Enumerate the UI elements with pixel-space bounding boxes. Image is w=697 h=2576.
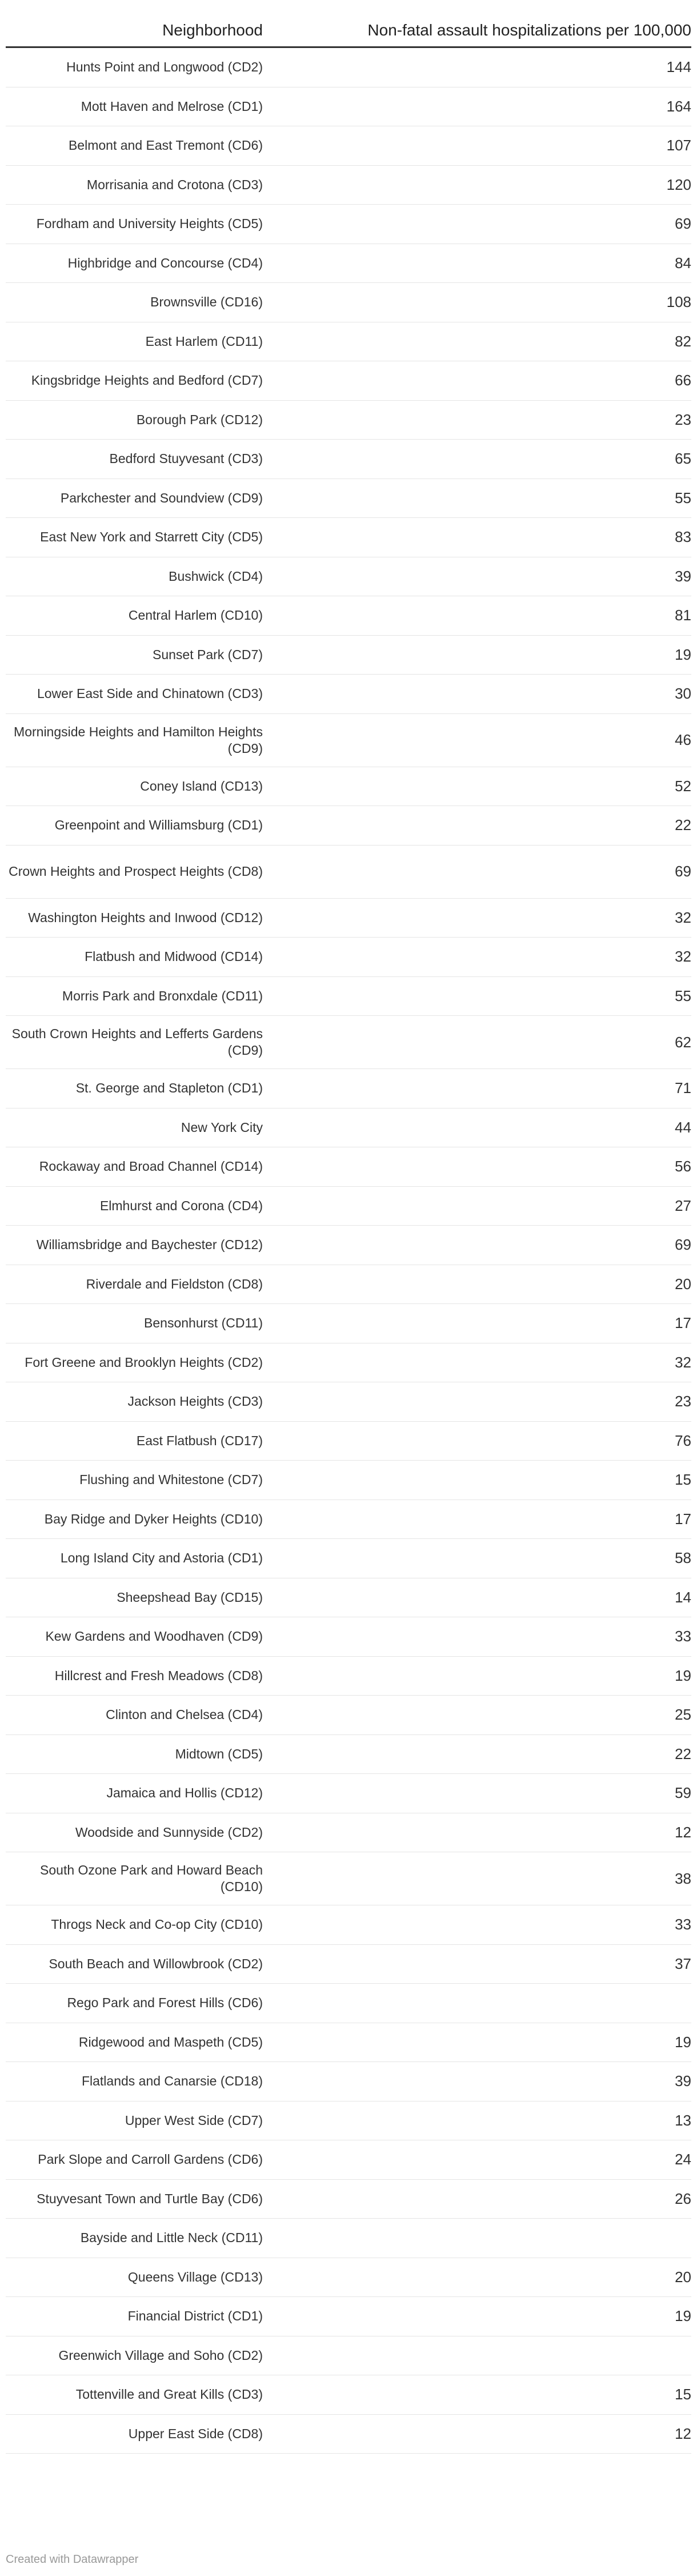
neighborhood-cell: East Flatbush (CD17) [136,1433,263,1448]
value-cell: 84 [675,254,691,272]
neighborhood-cell: Borough Park (CD12) [136,412,263,427]
table-row [6,87,691,127]
value-cell: 39 [675,2072,691,2090]
table-row [6,401,691,440]
value-cell: 69 [675,1236,691,1254]
table-row [6,2023,691,2063]
table-row [6,977,691,1016]
neighborhood-cell: Parkchester and Soundview (CD9) [60,490,263,505]
value-cell: 37 [675,1955,691,1972]
neighborhood-cell: Central Harlem (CD10) [128,608,263,623]
table-row [6,205,691,244]
table-row [6,1696,691,1735]
neighborhood-cell: Belmont and East Tremont (CD6) [68,138,263,153]
neighborhood-cell: Upper West Side (CD7) [125,2112,263,2128]
table-row [6,2102,691,2141]
value-cell: 83 [675,528,691,546]
neighborhood-cell: Morningside Heights and Hamilton Heights (CD9) [14,724,263,756]
neighborhood-cell: Kingsbridge Heights and Bedford (CD7) [31,373,263,388]
table-row [6,440,691,479]
value-cell: 32 [675,908,691,926]
neighborhood-cell: Woodside and Sunnyside (CD2) [75,1824,263,1840]
value-cell: 66 [675,372,691,389]
table-row [6,2415,691,2454]
table-row [6,322,691,362]
neighborhood-cell: Fordham and University Heights (CD5) [36,216,263,232]
table-row [6,557,691,597]
table-row [6,1539,691,1578]
neighborhood-cell: Jamaica and Hollis (CD12) [106,1785,263,1801]
neighborhood-cell: East Harlem (CD11) [145,333,263,349]
value-cell: 17 [675,1314,691,1332]
neighborhood-cell: Upper East Side (CD8) [128,2426,263,2441]
neighborhood-cell: Williamsbridge and Baychester (CD12) [36,1237,263,1253]
table-row [6,2375,691,2415]
neighborhood-cell: Bayside and Little Neck (CD11) [80,2230,263,2246]
table-row [6,1735,691,1775]
value-cell: 144 [666,58,691,76]
table-row [6,1852,691,1905]
value-cell: 76 [675,1431,691,1449]
value-cell: 12 [675,1823,691,1841]
neighborhood-cell: New York City [181,1119,263,1135]
table-row [6,1905,691,1945]
neighborhood-cell: Bushwick (CD4) [169,568,263,584]
datawrapper-credit[interactable]: Created with Datawrapper [6,2553,139,2566]
data-table [6,8,691,2454]
table-row [6,1774,691,1813]
value-cell: 62 [675,1033,691,1051]
value-cell: 25 [675,1706,691,1724]
table-row [6,1461,691,1500]
value-cell: 20 [675,1275,691,1293]
table-header [6,8,691,48]
neighborhood-cell: Bay Ridge and Dyker Heights (CD10) [44,1511,263,1526]
table-row [6,1265,691,1305]
value-cell: 19 [675,645,691,663]
neighborhood-cell: Sheepshead Bay (CD15) [117,1589,263,1605]
table-row [6,767,691,807]
table-row [6,2180,691,2219]
value-cell: 22 [675,1745,691,1762]
table-row [6,714,691,767]
table-row [6,518,691,557]
value-cell: 107 [666,137,691,154]
table-row [6,899,691,938]
table-row [6,938,691,977]
table-row [6,283,691,322]
value-cell: 22 [675,816,691,834]
table-row [6,1069,691,1108]
table-row [6,166,691,205]
neighborhood-cell: Brownsville (CD16) [150,294,263,310]
value-cell: 52 [675,777,691,795]
neighborhood-cell: Clinton and Chelsea (CD4) [106,1707,263,1722]
table-row [6,2258,691,2298]
neighborhood-cell: Rockaway and Broad Channel (CD14) [39,1159,263,1174]
table-row [6,1945,691,1984]
neighborhood-cell: South Crown Heights and Lefferts Gardens (CD9) [11,1026,263,1058]
neighborhood-cell: Crown Heights and Prospect Heights (CD8) [9,864,263,879]
value-cell: 19 [675,1666,691,1684]
neighborhood-cell: Flatbush and Midwood (CD14) [85,949,263,964]
table-row [6,1016,691,1069]
table-row [6,2336,691,2376]
table-row [6,636,691,675]
neighborhood-cell: South Ozone Park and Howard Beach (CD10) [40,1863,263,1894]
value-cell: 19 [675,2033,691,2051]
table-row [6,361,691,401]
neighborhood-cell: Rego Park and Forest Hills (CD6) [67,1995,263,2011]
value-cell: 55 [675,987,691,1004]
table-row [6,1226,691,1265]
table-row [6,596,691,636]
value-cell: 58 [675,1549,691,1567]
value-cell: 32 [675,948,691,966]
value-cell: 82 [675,332,691,350]
value-cell: 14 [675,1588,691,1606]
neighborhood-cell: Greenpoint and Williamsburg (CD1) [54,818,263,833]
value-cell: 15 [675,1471,691,1489]
table-row [6,1108,691,1148]
neighborhood-cell: Highbridge and Concourse (CD4) [67,255,263,270]
table-row [6,1187,691,1226]
table-row [6,1578,691,1618]
table-row [6,2297,691,2336]
neighborhood-cell: East New York and Starrett City (CD5) [40,529,263,545]
neighborhood-cell: Flatlands and Canarsie (CD18) [81,2073,263,2089]
table-row [6,1147,691,1187]
value-cell: 23 [675,1393,691,1410]
value-cell: 46 [675,731,691,748]
table-row [6,846,691,899]
neighborhood-cell: Mott Haven and Melrose (CD1) [81,98,263,114]
neighborhood-cell: Coney Island (CD13) [140,778,263,793]
table-row [6,806,691,846]
neighborhood-cell: Lower East Side and Chinatown (CD3) [37,686,263,701]
table-row [6,244,691,284]
value-cell: 39 [675,567,691,585]
neighborhood-cell: Throgs Neck and Co-op City (CD10) [51,1917,263,1932]
value-cell: 56 [675,1158,691,1175]
neighborhood-cell: Riverdale and Fieldston (CD8) [86,1276,263,1291]
value-cell: 20 [675,2268,691,2286]
neighborhood-cell: St. George and Stapleton (CD1) [75,1080,263,1096]
table-row [6,1813,691,1853]
table-body [6,48,691,2454]
neighborhood-cell: Stuyvesant Town and Turtle Bay (CD6) [37,2191,263,2206]
value-cell: 55 [675,489,691,507]
neighborhood-cell: Elmhurst and Corona (CD4) [99,1198,263,1213]
neighborhood-cell: Long Island City and Astoria (CD1) [60,1550,263,1566]
neighborhood-cell: Bedford Stuyvesant (CD3) [109,451,263,466]
table-row [6,2062,691,2102]
neighborhood-cell: Financial District (CD1) [127,2308,263,2324]
table-row [6,48,691,87]
value-cell: 24 [675,2151,691,2168]
neighborhood-cell: Morrisania and Crotona (CD3) [86,177,263,192]
value-cell: 33 [675,1916,691,1933]
table-row [6,1382,691,1422]
value-cell: 23 [675,410,691,428]
value-cell: 108 [666,293,691,311]
value-cell: 69 [675,215,691,233]
value-cell: 71 [675,1079,691,1097]
neighborhood-cell: Park Slope and Carroll Gardens (CD6) [38,2152,263,2167]
table-row [6,1617,691,1657]
table-row [6,1422,691,1461]
neighborhood-cell: South Beach and Willowbrook (CD2) [49,1956,263,1971]
value-cell: 30 [675,685,691,703]
value-cell: 33 [675,1628,691,1645]
value-cell: 32 [675,1353,691,1371]
neighborhood-cell: Sunset Park (CD7) [152,647,263,662]
value-cell: 69 [675,863,691,880]
table-row [6,479,691,519]
neighborhood-cell: Fort Greene and Brooklyn Heights (CD2) [25,1354,263,1370]
table-row [6,1304,691,1343]
value-cell: 19 [675,2307,691,2325]
column-header-hospitalizations[interactable]: Non-fatal assault hospitalizations per 100,000 [367,21,691,39]
value-cell: 12 [675,2425,691,2442]
neighborhood-cell: Kew Gardens and Woodhaven (CD9) [45,1629,263,1644]
value-cell: 120 [666,176,691,193]
table-row [6,2219,691,2258]
table-row [6,1343,691,1383]
neighborhood-cell: Tottenville and Great Kills (CD3) [75,2387,263,2402]
table-row [6,126,691,166]
neighborhood-cell: Jackson Heights (CD3) [127,1394,263,1409]
neighborhood-cell: Midtown (CD5) [175,1746,263,1761]
table-row [6,1984,691,2023]
neighborhood-cell: Hunts Point and Longwood (CD2) [66,59,263,75]
value-cell: 59 [675,1784,691,1802]
value-cell: 81 [675,607,691,624]
neighborhood-cell: Morris Park and Bronxdale (CD11) [62,988,263,1003]
value-cell: 26 [675,2190,691,2207]
neighborhood-cell: Bensonhurst (CD11) [144,1315,263,1331]
value-cell: 27 [675,1197,691,1214]
neighborhood-cell: Washington Heights and Inwood (CD12) [28,910,263,925]
value-cell: 15 [675,2386,691,2403]
table-row [6,1500,691,1540]
value-cell: 13 [675,2111,691,2129]
neighborhood-cell: Queens Village (CD13) [127,2269,263,2284]
neighborhood-cell: Greenwich Village and Soho (CD2) [58,2347,263,2363]
table-row [6,2140,691,2180]
value-cell: 44 [675,1118,691,1136]
neighborhood-cell: Hillcrest and Fresh Meadows (CD8) [54,1668,263,1683]
table-row [6,675,691,714]
value-cell: 38 [675,1869,691,1887]
neighborhood-cell: Ridgewood and Maspeth (CD5) [78,2034,263,2049]
column-header-neighborhood[interactable]: Neighborhood [162,21,263,39]
neighborhood-cell: Flushing and Whitestone (CD7) [79,1472,263,1488]
value-cell: 164 [666,97,691,115]
value-cell: 65 [675,450,691,468]
value-cell: 17 [675,1510,691,1528]
table-row [6,1657,691,1696]
